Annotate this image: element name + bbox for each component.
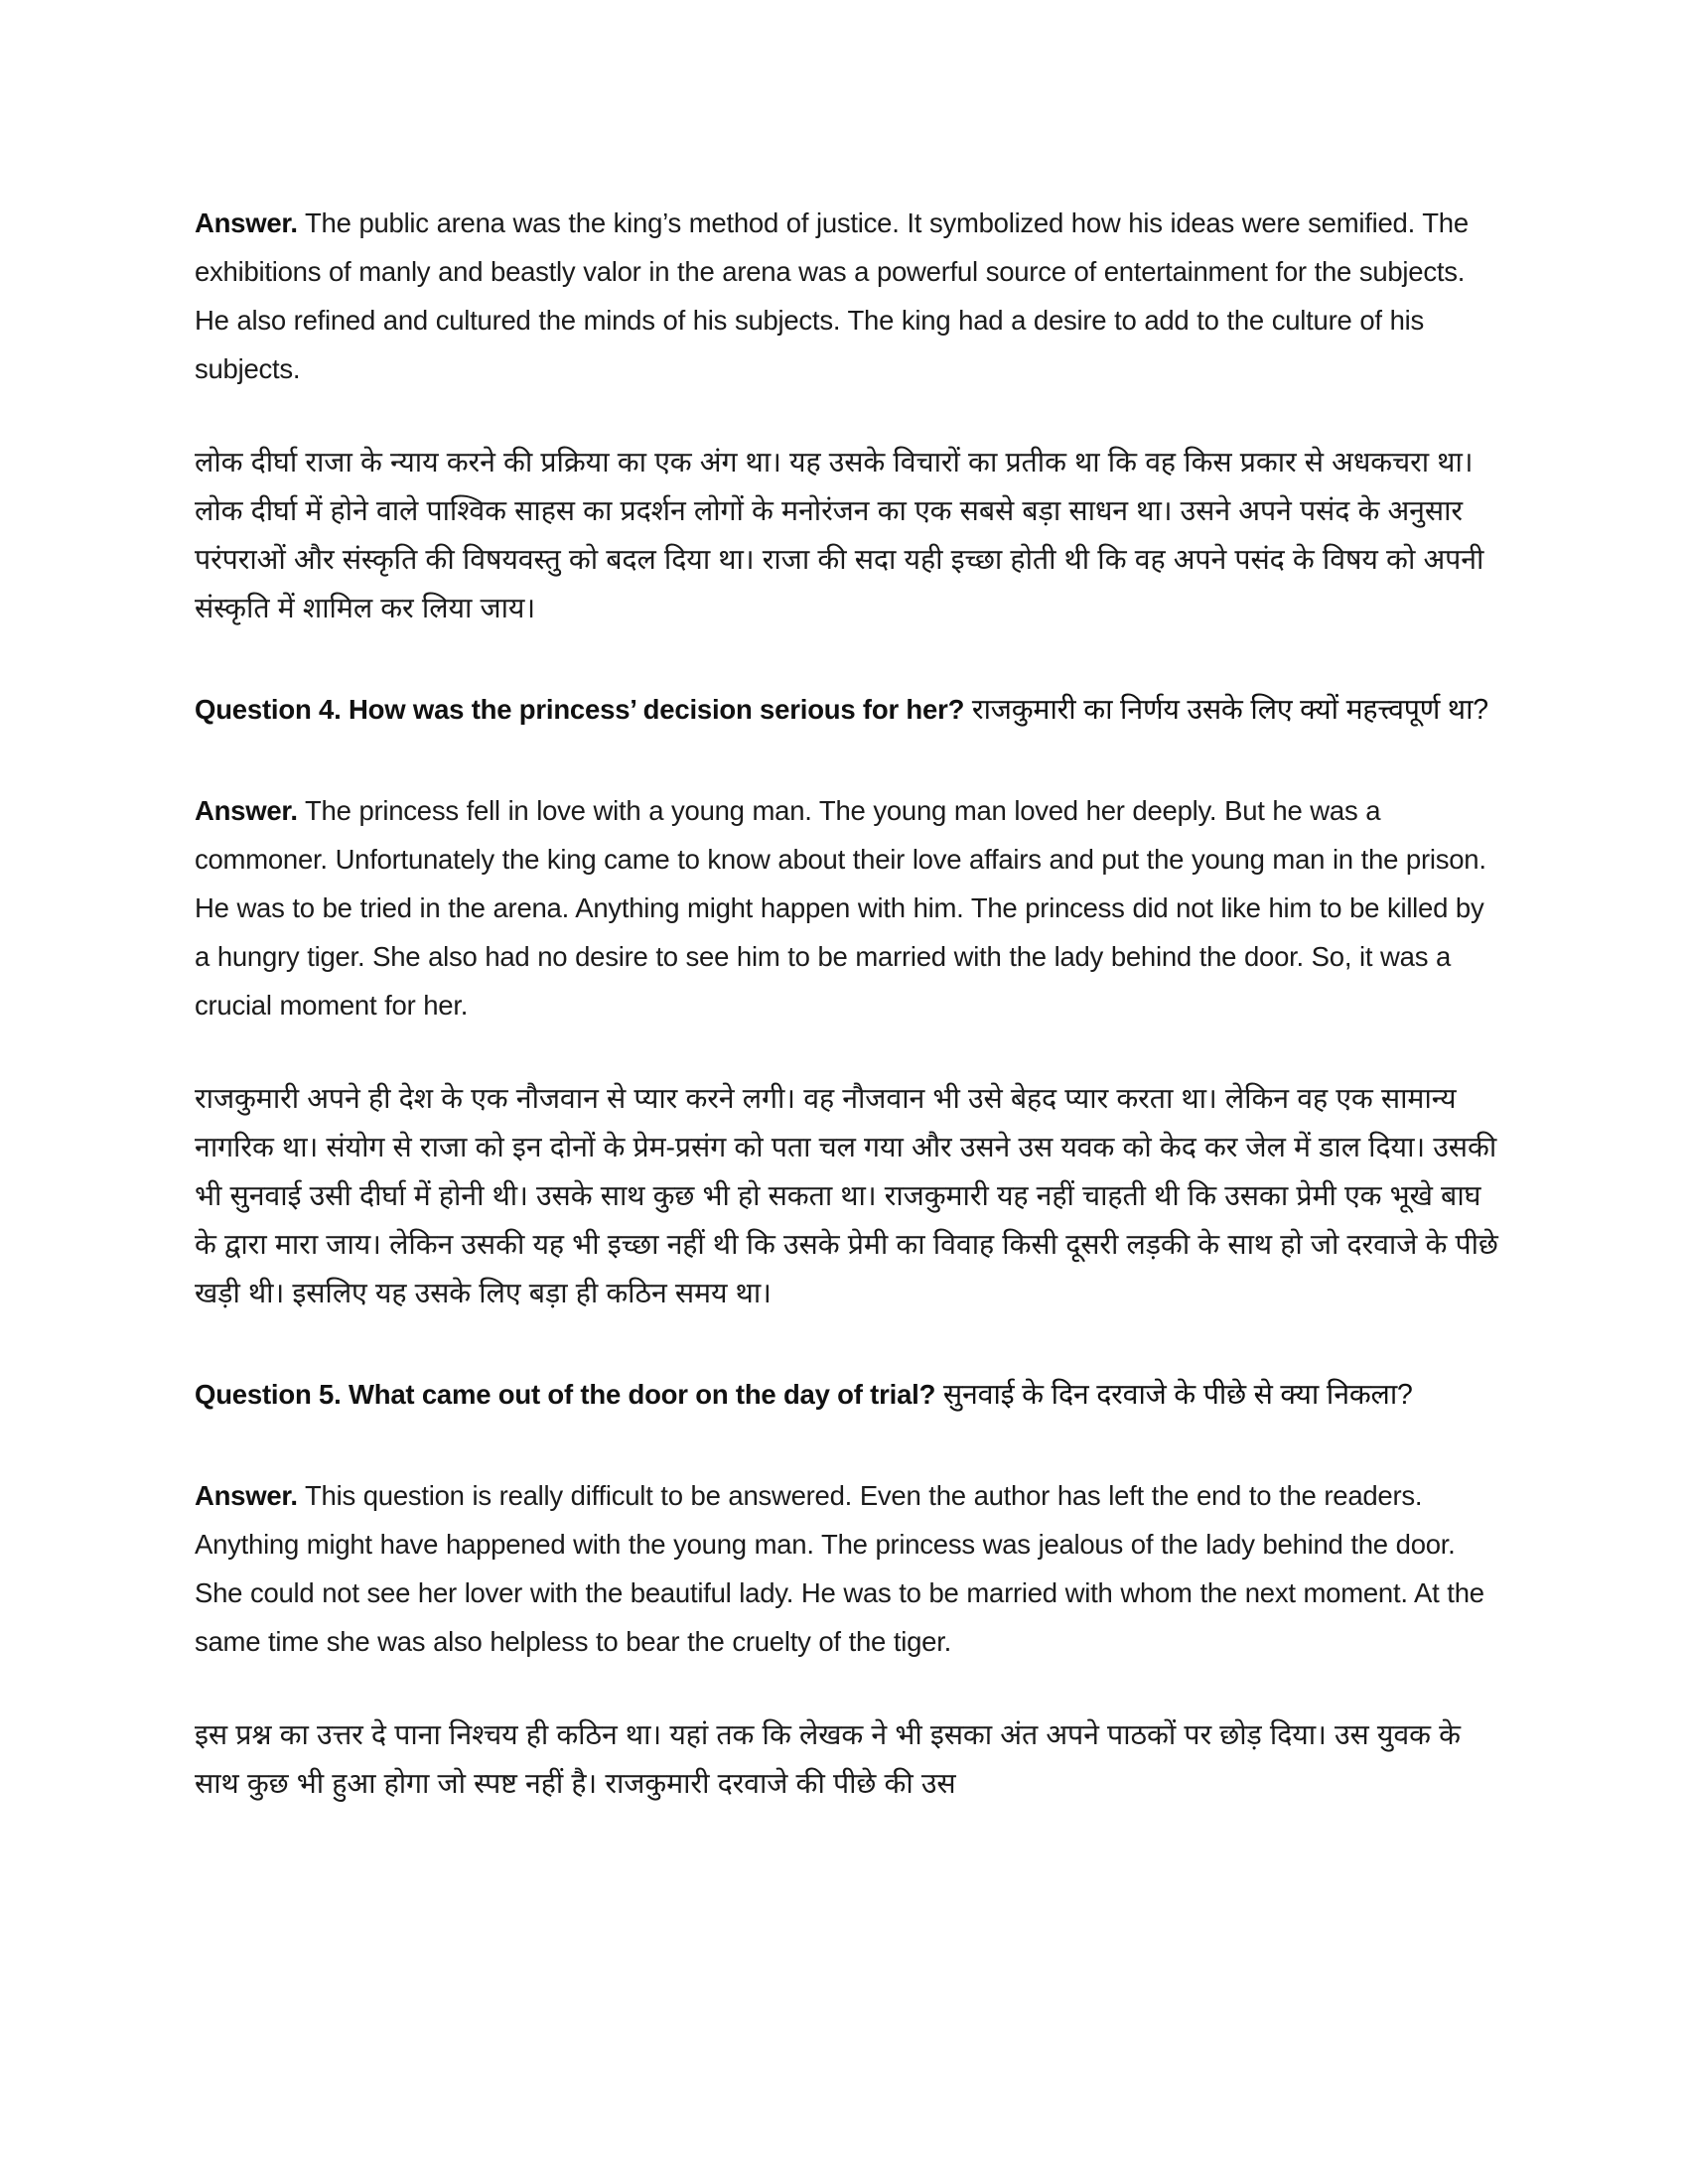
answer-paragraph-5: [195, 1471, 1498, 1666]
answer-paragraph-4-hindi: राजकुमारी अपने ही देश के एक नौजवान से प्यार करने लगी। वह नौजवान भी उसे बेहद प्यार करता था। लेकिन वह एक सामान्य नागरिक था। संयोग से राजा को इन दोनों के प्रेम-प्रसंग को पता चल गया और उसने उस यवक को केद कर जेल में डाल दिया। उसकी भी सुनवाई उसी दीर्घा में होनी थी। उसके साथ कुछ भी हो सकता था। राजकुमारी यह नहीं चाहती थी कि उसका प्रेमी एक भूखे बाघ के द्वारा मारा जाय। लेकिन उसकी यह भी इच्छा नहीं थी कि उसके प्रेमी का विवाह किसी दूसरी लड़की के साथ हो जो दरवाजे के पीछे खड़ी थी। इसलिए यह उसके लिए बड़ा ही कठिन समय था।: [195, 1083, 1498, 1309]
question-5-english: Question 5. What came out of the door on the day of trial?: [195, 1379, 936, 1410]
document-content: [195, 199, 1498, 1809]
answer-text-4: The princess fell in love with a young man. The young man loved her deeply. But he was a commoner. Unfortunately the king came to know about their love affairs and put the young man in the prison. He was to be tried in the arena. Anything might happen with him. The princess did not like him to be killed by a hungry tiger. She also had no desire to see him to be married with the lady behind the door. So, it was a crucial moment for her.: [195, 795, 1486, 1021]
spacer: [195, 393, 1498, 439]
spacer: [195, 1666, 1498, 1711]
spacer: [195, 1318, 1498, 1370]
answer-text-5: This question is really difficult to be answered. Even the author has left the end to the readers. Anything might have happened with the young man. The princess was jealous of the lady behind the door. She could not see her lover with the beautiful lady. He was to be married with whom the next moment. At the same time she was also helpless to bear the cruelty of the tiger.: [195, 1480, 1484, 1657]
question-heading-5: [195, 1370, 1498, 1420]
question-4-hindi: राजकुमारी का निर्णय उसके लिए क्यों महत्त्वपूर्ण था?: [964, 694, 1488, 726]
spacer: [195, 633, 1498, 685]
answer-paragraph-5-hindi: इस प्रश्न का उत्तर दे पाना निश्चय ही कठिन था। यहां तक कि लेखक ने भी इसका अंत अपने पाठकों पर छोड़ दिया। उस युवक के साथ कुछ भी हुआ होगा जो स्पष्ट नहीं है। राजकुमारी दरवाजे की पीछे की उस: [195, 1719, 1461, 1800]
spacer: [195, 1029, 1498, 1075]
answer-paragraph-4: [195, 786, 1498, 1029]
answer-label-5: Answer.: [195, 1480, 298, 1511]
answer-paragraph-3-hindi: लोक दीर्घा राजा के न्याय करने की प्रक्रिया का एक अंग था। यह उसके विचारों का प्रतीक था कि वह किस प्रकार से अधकचरा था। लोक दीर्घा में होने वाले पाश्विक साहस का प्रदर्शन लोगों के मनोरंजन का एक सबसे बड़ा साधन था। उसने अपने पसंद के अनुसार परंपराओं और संस्कृति की विषयवस्तु को बदल दिया था। राजा की सदा यही इच्छा होती थी कि वह अपने पसंद के विषय को अपनी संस्कृति में शामिल कर लिया जाय।: [195, 447, 1484, 624]
answer-paragraph-3: [195, 199, 1498, 393]
question-heading-4: [195, 685, 1498, 735]
spacer: [195, 1420, 1498, 1471]
answer-text-3: The public arena was the king’s method of justice. It symbolized how his ideas were semified. The exhibitions of manly and beastly valor in the arena was a powerful source of entertainment for the subjects. He also refined and cultured the minds of his subjects. The king had a desire to add to the culture of his subjects.: [195, 207, 1469, 384]
question-5-hindi: सुनवाई के दिन दरवाजे के पीछे से क्या निकला?: [935, 1379, 1413, 1411]
question-4-english: Question 4. How was the princess’ decision serious for her?: [195, 694, 965, 725]
spacer: [195, 735, 1498, 786]
answer-label-4: Answer.: [195, 795, 298, 826]
answer-label-3: Answer.: [195, 207, 298, 238]
